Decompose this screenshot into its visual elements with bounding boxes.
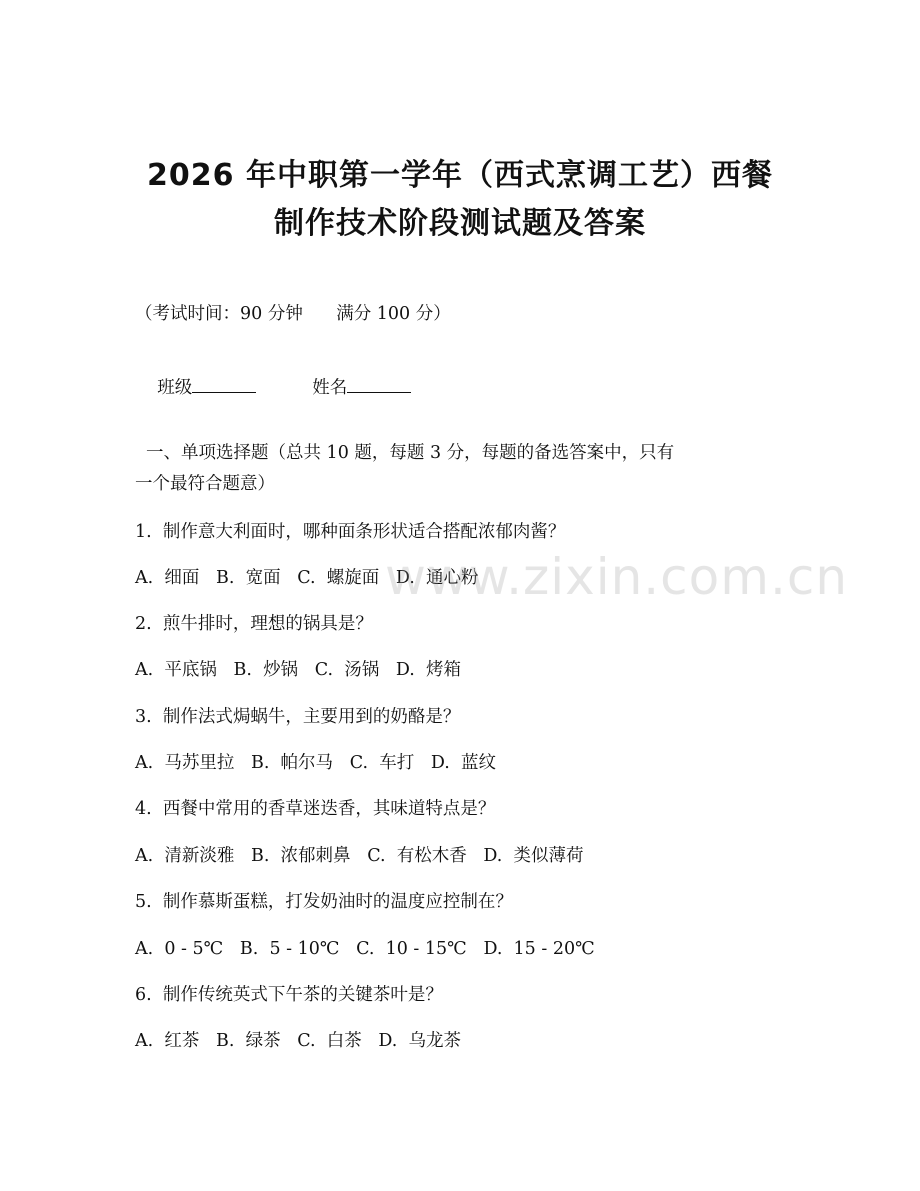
- question-3-options: A. 马苏里拉 B. 帕尔马 C. 车打 D. 蓝纹: [135, 753, 496, 773]
- section-instruction-line-2: 一个最符合题意）: [135, 474, 275, 494]
- class-label: 班级: [157, 378, 193, 398]
- student-info-row: [135, 350, 411, 424]
- question-2-stem: 2. 煎牛排时，理想的锅具是？: [135, 614, 373, 634]
- question-4-options: A. 清新淡雅 B. 浓郁刺鼻 C. 有松木香 D. 类似薄荷: [135, 846, 584, 866]
- site-watermark: www.zixin.com.cn: [385, 548, 849, 606]
- document-title-line-1: 2026 年中职第一学年（西式烹调工艺）西餐: [147, 158, 773, 193]
- class-blank-field[interactable]: [192, 374, 256, 393]
- question-1-options: A. 细面 B. 宽面 C. 螺旋面 D. 通心粉: [135, 568, 479, 588]
- name-label: 姓名: [312, 378, 348, 398]
- question-6-stem: 6. 制作传统英式下午茶的关键茶叶是？: [135, 985, 443, 1005]
- section-instruction-line-1: 一、单项选择题（总共 10 题，每题 3 分，每题的备选答案中，只有: [146, 443, 675, 463]
- question-2-options: A. 平底锅 B. 炒锅 C. 汤锅 D. 烤箱: [135, 660, 461, 680]
- name-blank-field[interactable]: [347, 374, 411, 393]
- question-1-stem: 1. 制作意大利面时，哪种面条形状适合搭配浓郁肉酱？: [135, 522, 566, 542]
- question-5-options: A. 0 - 5℃ B. 5 - 10℃ C. 10 - 15℃ D. 15 - 20℃: [135, 939, 595, 959]
- question-3-stem: 3. 制作法式焗蜗牛，主要用到的奶酪是？: [135, 707, 461, 727]
- question-6-options: A. 红茶 B. 绿茶 C. 白茶 D. 乌龙茶: [135, 1031, 461, 1051]
- question-5-stem: 5. 制作慕斯蛋糕，打发奶油时的温度应控制在？: [135, 892, 513, 912]
- exam-info: （考试时间：90 分钟 满分 100 分）: [135, 304, 451, 324]
- question-4-stem: 4. 西餐中常用的香草迷迭香，其味道特点是？: [135, 799, 496, 819]
- document-title-line-2: 制作技术阶段测试题及答案: [274, 206, 646, 241]
